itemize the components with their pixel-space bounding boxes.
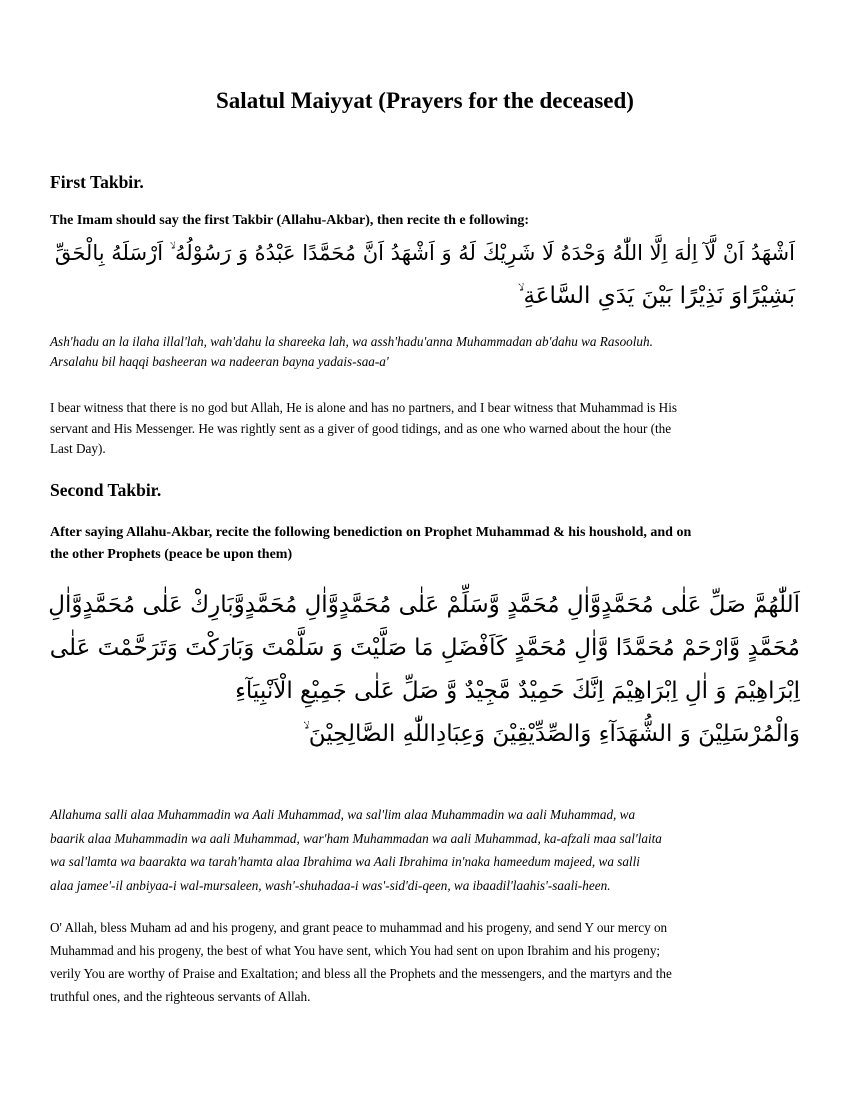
transliteration-line: Allahuma salli alaa Muhammadin wa Aali Muhammad, wa sal'lim alaa Muhammadin wa aali Muhammad, wa <box>50 807 636 822</box>
first-takbir-instruction: The Imam should say the first Takbir (Allahu-Akbar), then recite th e following: <box>50 213 530 228</box>
translation-line: servant and His Messenger. He was rightly sent as a giver of good tidings, and as one who warned about the hour (the <box>50 420 672 436</box>
second-takbir-heading: Second Takbir. <box>50 480 162 500</box>
translation-line: I bear witness that there is no god but Allah, He is alone and has no partners, and I bear witness that Muhammad is His <box>50 400 677 415</box>
instruction-line: the other Prophets (peace be upon them) <box>50 547 293 562</box>
translation-line: truthful ones, and the righteous servants of Allah. <box>50 989 311 1004</box>
transliteration-line: Ash'hadu an la ilaha illal'lah, wah'dahu la shareeka lah, wa assh'hadu'anna Muhammadan ab'dahu wa Rasooluh. <box>50 334 653 349</box>
first-takbir-transliteration <box>50 332 810 372</box>
translation-line: verily You are worthy of Praise and Exaltation; and bless all the Prophets and the messengers, and the martyrs and the <box>50 966 672 981</box>
second-takbir-instruction <box>50 522 790 566</box>
translation-line: Last Day). <box>50 441 106 456</box>
instruction-line: After saying Allahu-Akbar, recite the following benediction on Prophet Muhammad & his houshold, and on <box>50 525 692 540</box>
transliteration-line: Arsalahu bil haqqi basheeran wa nadeeran bayna yadais-saa-a' <box>50 354 389 369</box>
arabic-line: بَشِيْرًاوَ نَذِيْرًا بَيْنَ يَدَىِ السَّاعَةِ ۙ <box>517 283 795 309</box>
second-takbir-transliteration <box>50 803 810 897</box>
transliteration-line: alaa jamee'-il anbiyaa-i wal-mursaleen, wash'-shuhadaa-i was'-sid'di-qeen, wa ibaadil'laahis'-saali-heen. <box>50 877 611 893</box>
first-takbir-translation <box>50 398 820 460</box>
second-takbir-translation <box>50 916 820 1008</box>
arabic-line: اِبْرَاهِيْمَ وَ اٰلِ اِبْرَاهِيْمَ اِنَّكَ حَمِيْدٌ مَّجِيْدٌ وَّ صَلِّ عَلٰى جَمِيْعِ الْاَنْبِيَآءِ <box>235 678 800 704</box>
arabic-line: وَالْمُرْسَلِيْنَ وَ الشُّهَدَآءِ وَالصِّدِّيْقِيْنَ وَعِبَادِاللّٰهِ الصَّالِحِيْنَ ۙ <box>302 721 800 747</box>
second-takbir-arabic <box>40 584 800 756</box>
arabic-line: اَشْهَدُ اَنْ لَّآ اِلٰهَ اِلَّا اللّٰهُ وَحْدَهُ لَا شَرِيْكَ لَهُ وَ اَشْهَدُ اَنَّ مُحَمَّدًا عَبْدُهُ وَ رَسُوْلُهُ ۙ اَرْسَلَهُ بِالْحَقِّ <box>54 241 795 265</box>
arabic-line: مُحَمَّدٍ وَّارْحَمْ مُحَمَّدًا وَّاٰلِ مُحَمَّدٍ كَاَفْضَلِ مَا صَلَّيْتَ وَ سَلَّمْتَ وَبَارَكْتَ وَتَرَحَّمْتَ عَلٰى <box>49 635 800 661</box>
arabic-line: اَللّٰهُمَّ صَلِّ عَلٰى مُحَمَّدٍوَّاٰلِ مُحَمَّدٍ وَّسَلِّمْ عَلٰى مُحَمَّدٍوَّاٰلِ مُحَمَّدٍوَّبَارِكْ عَلٰى مُحَمَّدٍوَّاٰلِ <box>48 592 800 618</box>
translation-line: Muhammad and his progeny, the best of what You have sent, which You had sent on upon Ibrahim and his progeny; <box>50 943 661 958</box>
transliteration-line: baarik alaa Muhammadin wa aali Muhammad, war'ham Muhammadan wa aali Muhammad, ka-afzali maa sal'laita <box>50 830 662 846</box>
first-takbir-arabic <box>45 232 795 318</box>
first-takbir-heading: First Takbir. <box>50 172 144 192</box>
page-title: Salatul Maiyyat (Prayers for the deceased) <box>216 88 634 113</box>
transliteration-line: wa sal'lamta wa baarakta wa tarah'hamta alaa Ibrahima wa Aali Ibrahima in'naka hameedum majeed, wa salli <box>50 854 640 869</box>
translation-line: O' Allah, bless Muham ad and his progeny, and grant peace to muhammad and his progeny, and send Y our mercy on <box>50 920 668 935</box>
